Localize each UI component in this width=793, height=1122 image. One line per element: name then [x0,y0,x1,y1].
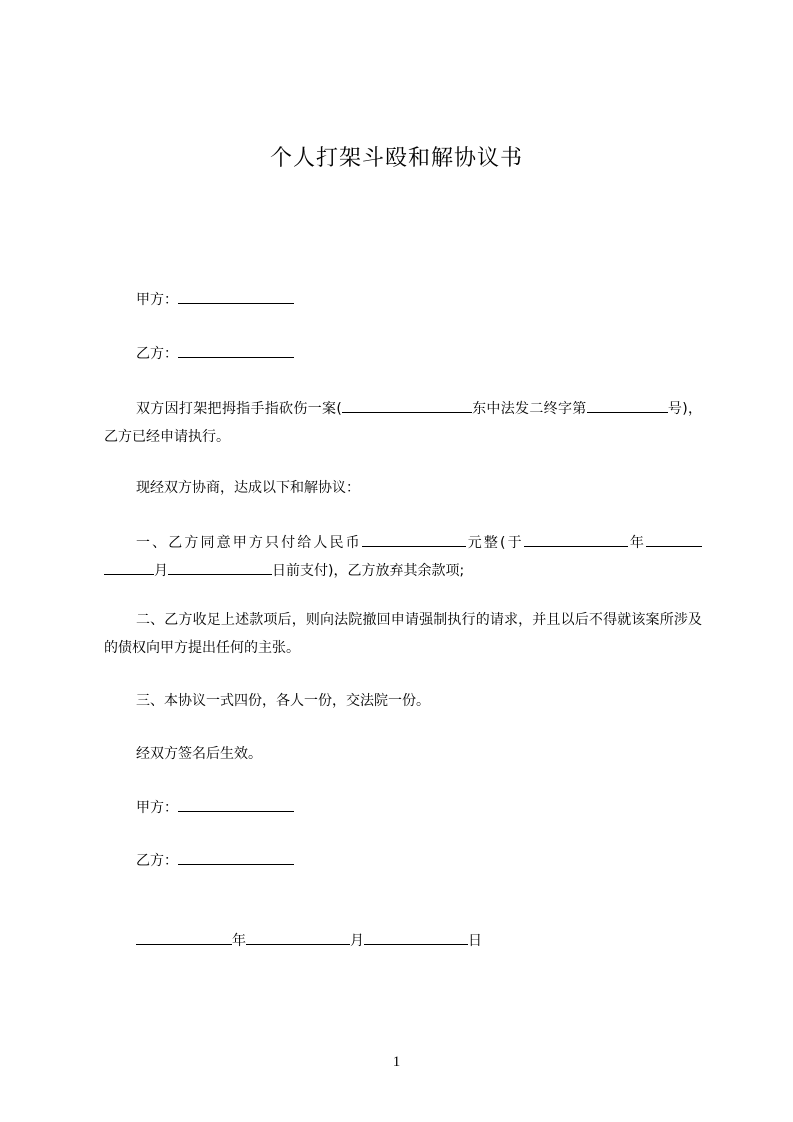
payment-day-blank[interactable] [168,559,272,575]
clause-1-lead: 一、乙方同意甲方只付给人民币 [136,535,362,551]
intro-paragraph: 现经双方协商，达成以下和解协议： [136,480,360,496]
party-b-blank[interactable] [178,342,294,358]
clause-1 [104,529,702,585]
party-a-line [104,286,702,314]
case-serial-blank-1[interactable] [587,397,658,413]
clause-1-yuan-text: 元整(于 [465,535,524,551]
case-paragraph [104,395,702,451]
case-number-blank[interactable] [342,397,472,413]
date-day-blank[interactable] [364,929,468,945]
party-a-label: 甲方： [136,292,178,308]
case-lead-text: 双方因打架把拇指手指砍伤一案( [136,401,342,417]
signature-party-a [104,794,702,822]
amount-blank[interactable] [362,531,466,547]
effective-note: 经双方签名后生效。 [136,746,262,762]
date-year-text: 年 [232,933,246,949]
payment-year-blank[interactable] [524,531,628,547]
party-b-label: 乙方： [136,346,178,362]
signature-party-a-label: 甲方： [136,800,178,816]
clause-1-month-text: 月 [154,563,168,579]
payment-month-blank-2[interactable] [104,559,154,575]
party-a-blank[interactable] [178,288,294,304]
signature-party-b [104,847,702,875]
clause-1-year-text: 年 [627,535,647,551]
page-number: 1 [392,1054,401,1070]
clause-3: 三、本协议一式四份，各人一份，交法院一份。 [136,693,430,709]
party-b-line [104,340,702,368]
date-month-blank[interactable] [246,929,350,945]
payment-month-blank-1[interactable] [646,531,702,547]
case-serial-blank-2[interactable] [658,397,668,413]
date-year-blank[interactable] [136,929,232,945]
signature-party-b-label: 乙方： [136,853,178,869]
signature-party-b-blank[interactable] [178,849,294,865]
date-line [104,927,702,955]
clause-2: 二、乙方收足上述款项后，则向法院撤回申请强制执行的请求，并且以后不得就该案所涉及的债权向甲方提出任何的主张。 [104,612,702,656]
document-title: 个人打架斗殴和解协议书 [269,146,523,171]
case-tail-text: 号)，乙方已经申请执行。 [104,401,703,445]
signature-party-a-blank[interactable] [178,796,294,812]
date-month-text: 月 [350,933,364,949]
clause-1-tail: 日前支付)，乙方放弃其余款项; [272,563,465,579]
date-day-text: 日 [468,933,482,949]
case-mid-text: 东中法发二终字第 [471,401,587,417]
